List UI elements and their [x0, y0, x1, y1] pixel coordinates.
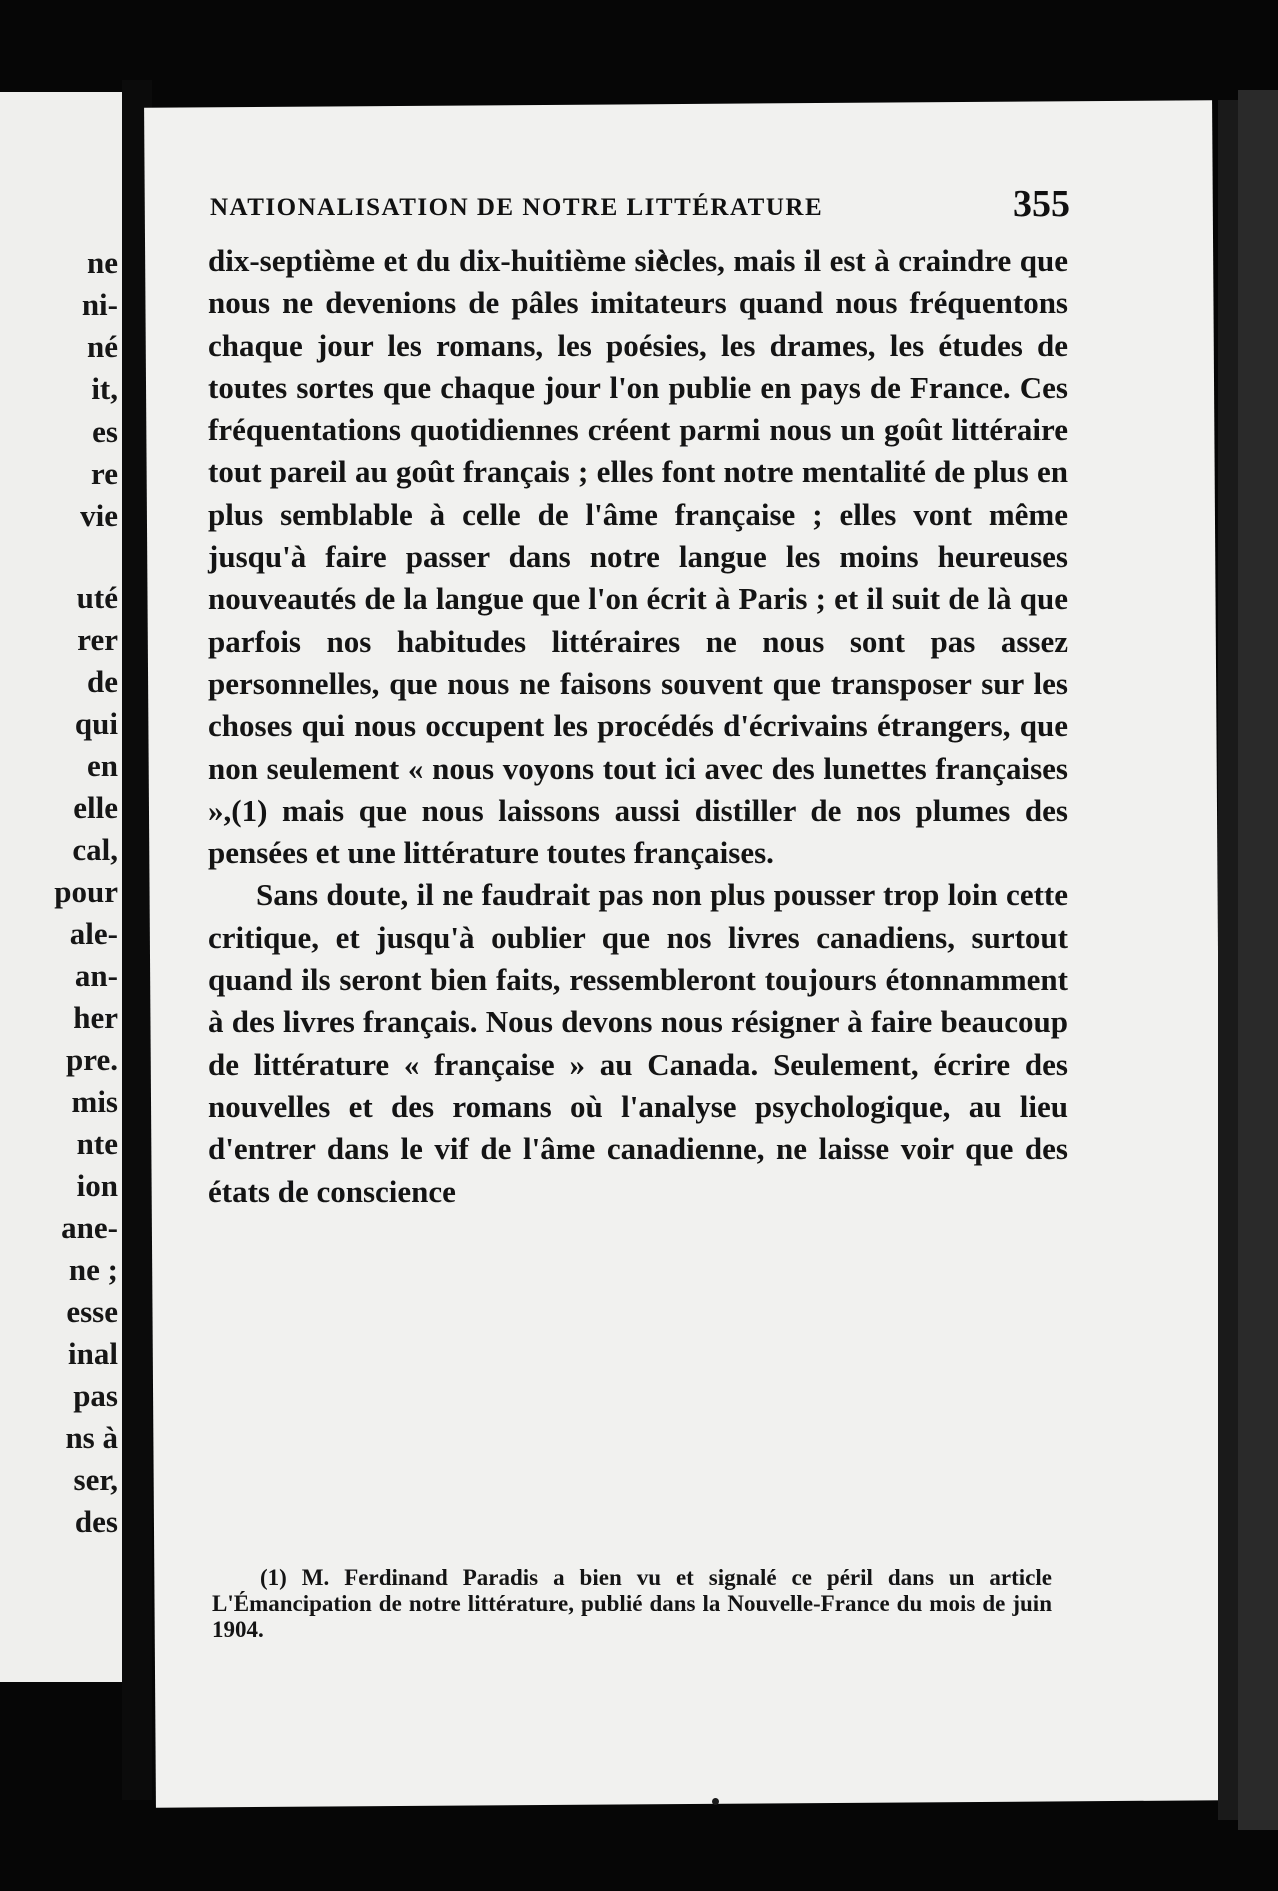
paragraph-2: Sans doute, il ne faudrait pas non plus pousser trop loin cette critique, et jusqu'à oublier que nos livres canadiens, surtout quand ils seront bien faits, ressembleront toujours étonnamment à des livres français. Nous devons nous résigner à faire beaucoup de littérature « française » au Canada. Seulement, écrire des nouvelles et des romans où l'analyse psychologique, au lieu d'entrer dans le vif de l'âme canadienne, ne laisse voir que des états de conscience [208, 877, 1068, 1209]
footnote [212, 1565, 1052, 1643]
left-page-line: ion [76, 1168, 118, 1203]
left-page-line: vie [80, 498, 118, 533]
left-page-line: es [92, 414, 118, 449]
left-page-line: uté [76, 580, 118, 615]
left-page-line: ni- [81, 287, 118, 322]
left-page-line: pre. [66, 1042, 118, 1077]
left-page-line: her [73, 1000, 118, 1035]
left-page-line: cal, [72, 832, 118, 867]
left-page-line: elle [73, 790, 118, 825]
page-edge [1218, 100, 1238, 1820]
paragraph-1: dix-septième et du dix-huitième siècles, mais il est à craindre que nous ne devenions de pâles imitateurs quand nous fréquentons chaque jour les romans, les poésies, les drames, les études de toutes sortes que chaque jour l'on publie en pays de France. Ces fréquentations quotidiennes créent parmi nous un goût littéraire tout pareil au goût français ; elles font notre mentalité de plus en plus semblable à celle de l'âme française ; elles vont même jusqu'à faire passer dans notre langue les moins heureuses nouveautés de la langue que l'on écrit à Paris ; et il suit de là que parfois nos habitudes littéraires ne nous sont pas assez personnelles, que nous ne faisons souvent que transposer sur les choses qui nous occupent les procédés d'écrivains étrangers, que non seulement « nous voyons tout ici avec des lunettes françaises »,(1) mais que nous laissons aussi distiller de nos plumes des pensées et une littérature toutes françaises. [208, 243, 1068, 871]
left-page-line: ne ; [68, 1252, 118, 1287]
running-head: NATIONALISATION DE NOTRE LITTÉRATURE [210, 194, 824, 221]
left-page-line: it, [91, 371, 118, 406]
left-page-line: pour [54, 874, 118, 909]
left-page-fragment [0, 92, 122, 1682]
left-page-line: ale- [69, 916, 118, 951]
right-page-sliver [1238, 90, 1278, 1830]
left-page-line: ne [87, 245, 118, 280]
ink-dot-bottom [712, 1798, 719, 1805]
left-page-line: ane- [61, 1210, 118, 1245]
left-page-line: qui [74, 706, 118, 741]
left-page-line: des [74, 1504, 118, 1539]
left-page-line: inal [68, 1336, 118, 1371]
left-page-line: mis [71, 1084, 118, 1119]
left-page-line: pas [73, 1378, 118, 1413]
left-page-line: ser, [73, 1462, 118, 1497]
left-page-line: nte [76, 1126, 118, 1161]
left-page-line: an- [74, 958, 118, 993]
body-text [208, 240, 1068, 1213]
left-page-line: re [91, 456, 118, 491]
page-number: 355 [1013, 183, 1070, 225]
left-page-line: ns à [65, 1420, 118, 1455]
page-header [210, 180, 1070, 230]
left-page-line: de [87, 664, 118, 699]
left-page-line: en [87, 748, 118, 783]
left-page-line: né [87, 329, 118, 364]
left-page-line: rer [77, 622, 118, 657]
left-page-line: esse [66, 1294, 118, 1329]
footnote-text: (1) M. Ferdinand Paradis a bien vu et signalé ce péril dans un article L'Émancipation de notre littérature, publié dans la Nouvelle-France du mois de juin 1904. [212, 1565, 1052, 1642]
